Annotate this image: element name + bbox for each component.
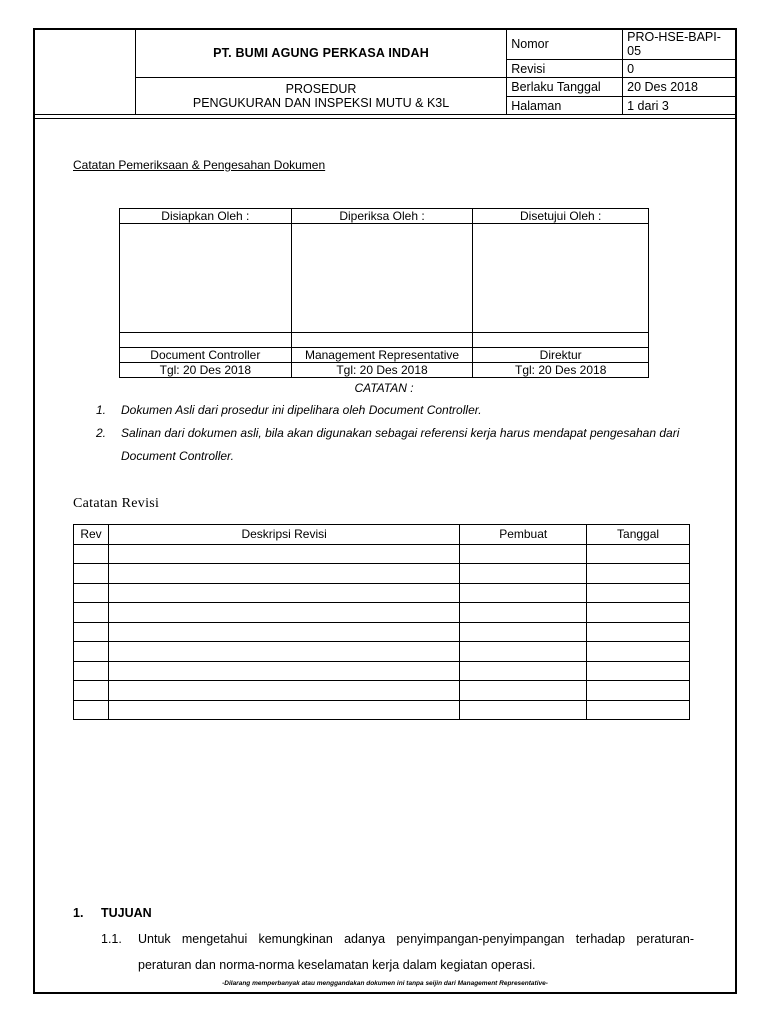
revision-row xyxy=(74,661,690,681)
revision-cell xyxy=(460,681,587,701)
approval-section-title: Catatan Pemeriksaan & Pengesahan Dokumen xyxy=(73,158,326,172)
notes-title: CATATAN : xyxy=(354,381,414,395)
revision-cell xyxy=(108,583,459,603)
revision-cell xyxy=(587,544,690,564)
revision-cell xyxy=(108,642,459,662)
revision-cell xyxy=(74,622,109,642)
field-label-nomor: Nomor xyxy=(507,29,623,60)
signature-box-checked xyxy=(291,224,473,333)
revision-header-date: Tanggal xyxy=(587,525,690,545)
item-text-line-1: Untuk mengetahui kemungkinan adanya penyimpangan-penyimpangan terhadap peraturan- xyxy=(138,932,694,946)
revision-row xyxy=(74,622,690,642)
revision-row xyxy=(74,700,690,720)
revision-cell xyxy=(74,681,109,701)
note-1-text: Dokumen Asli dari prosedur ini dipelihara oleh Document Controller. xyxy=(121,403,482,417)
signature-box-prepared xyxy=(120,224,292,333)
item-text-line-2: peraturan dan norma-norma keselamatan kerja dalam kegiatan operasi. xyxy=(138,958,536,972)
note-2-text-line-2: Document Controller. xyxy=(121,449,234,463)
document-header xyxy=(33,28,737,115)
revision-cell xyxy=(460,700,587,720)
role-document-controller: Document Controller xyxy=(120,348,292,363)
revision-cell xyxy=(74,583,109,603)
field-value-berlaku: 20 Des 2018 xyxy=(623,78,737,97)
revision-cell xyxy=(460,622,587,642)
revision-cell xyxy=(108,544,459,564)
field-value-halaman: 1 dari 3 xyxy=(623,97,737,115)
revision-header-description: Deskripsi Revisi xyxy=(108,525,459,545)
item-number: 1.1. xyxy=(101,932,122,946)
revision-cell xyxy=(74,661,109,681)
date-checked: Tgl: 20 Des 2018 xyxy=(291,363,473,378)
revision-row xyxy=(74,642,690,662)
approval-table xyxy=(119,208,649,378)
role-direktur: Direktur xyxy=(473,348,649,363)
note-1-number: 1. xyxy=(96,403,107,417)
name-box-prepared xyxy=(120,333,292,348)
revision-row xyxy=(74,681,690,701)
note-2-text-line-1: Salinan dari dokumen asli, bila akan digunakan sebagai referensi kerja harus mendapat pengesahan dari xyxy=(121,426,680,440)
revision-cell xyxy=(460,583,587,603)
revision-cell xyxy=(587,642,690,662)
section-number: 1. xyxy=(73,906,84,920)
name-box-checked xyxy=(291,333,473,348)
revision-cell xyxy=(460,661,587,681)
revision-cell xyxy=(108,603,459,623)
revision-row xyxy=(74,544,690,564)
revision-cell xyxy=(587,564,690,584)
section-title-tujuan: TUJUAN xyxy=(101,906,152,920)
revision-header-rev: Rev xyxy=(74,525,109,545)
footer-disclaimer: -Dilarang memperbanyak atau menggandakan dokumen ini tanpa seijin dari Management Representative- xyxy=(222,980,548,987)
revision-cell xyxy=(587,583,690,603)
field-label-halaman: Halaman xyxy=(507,97,623,115)
revision-cell xyxy=(108,661,459,681)
company-name: PT. BUMI AGUNG PERKASA INDAH xyxy=(135,29,506,78)
revision-row xyxy=(74,603,690,623)
approval-header-approved: Disetujui Oleh : xyxy=(473,209,649,224)
role-management-representative: Management Representative xyxy=(291,348,473,363)
date-prepared: Tgl: 20 Des 2018 xyxy=(120,363,292,378)
revision-cell xyxy=(108,681,459,701)
procedure-line-2: PENGUKURAN DAN INSPEKSI MUTU & K3L xyxy=(192,96,450,110)
revision-cell xyxy=(108,564,459,584)
procedure-line-1: PROSEDUR xyxy=(285,82,357,96)
approval-header-prepared: Disiapkan Oleh : xyxy=(120,209,292,224)
field-label-revisi: Revisi xyxy=(507,60,623,78)
revision-cell xyxy=(108,622,459,642)
field-value-nomor: PRO-HSE-BAPI-05 xyxy=(623,29,737,60)
procedure-title xyxy=(135,78,506,115)
logo-cell xyxy=(34,29,136,115)
revision-cell xyxy=(108,700,459,720)
revision-cell xyxy=(74,564,109,584)
approval-header-checked: Diperiksa Oleh : xyxy=(291,209,473,224)
revision-cell xyxy=(460,544,587,564)
revision-cell xyxy=(587,603,690,623)
revision-cell xyxy=(587,681,690,701)
name-box-approved xyxy=(473,333,649,348)
revision-row xyxy=(74,583,690,603)
revision-row xyxy=(74,564,690,584)
revision-section-title: Catatan Revisi xyxy=(73,496,160,511)
revision-cell xyxy=(74,700,109,720)
revision-header-author: Pembuat xyxy=(460,525,587,545)
revision-cell xyxy=(587,700,690,720)
revision-cell xyxy=(460,564,587,584)
revision-cell xyxy=(460,642,587,662)
revision-cell xyxy=(74,642,109,662)
revision-cell xyxy=(587,661,690,681)
date-approved: Tgl: 20 Des 2018 xyxy=(473,363,649,378)
revision-table xyxy=(73,524,690,720)
revision-cell xyxy=(587,622,690,642)
revision-cell xyxy=(74,603,109,623)
header-divider xyxy=(33,118,737,119)
field-value-revisi: 0 xyxy=(623,60,737,78)
field-label-berlaku: Berlaku Tanggal xyxy=(507,78,623,97)
signature-box-approved xyxy=(473,224,649,333)
revision-cell xyxy=(460,603,587,623)
note-2-number: 2. xyxy=(96,426,107,440)
revision-cell xyxy=(74,544,109,564)
